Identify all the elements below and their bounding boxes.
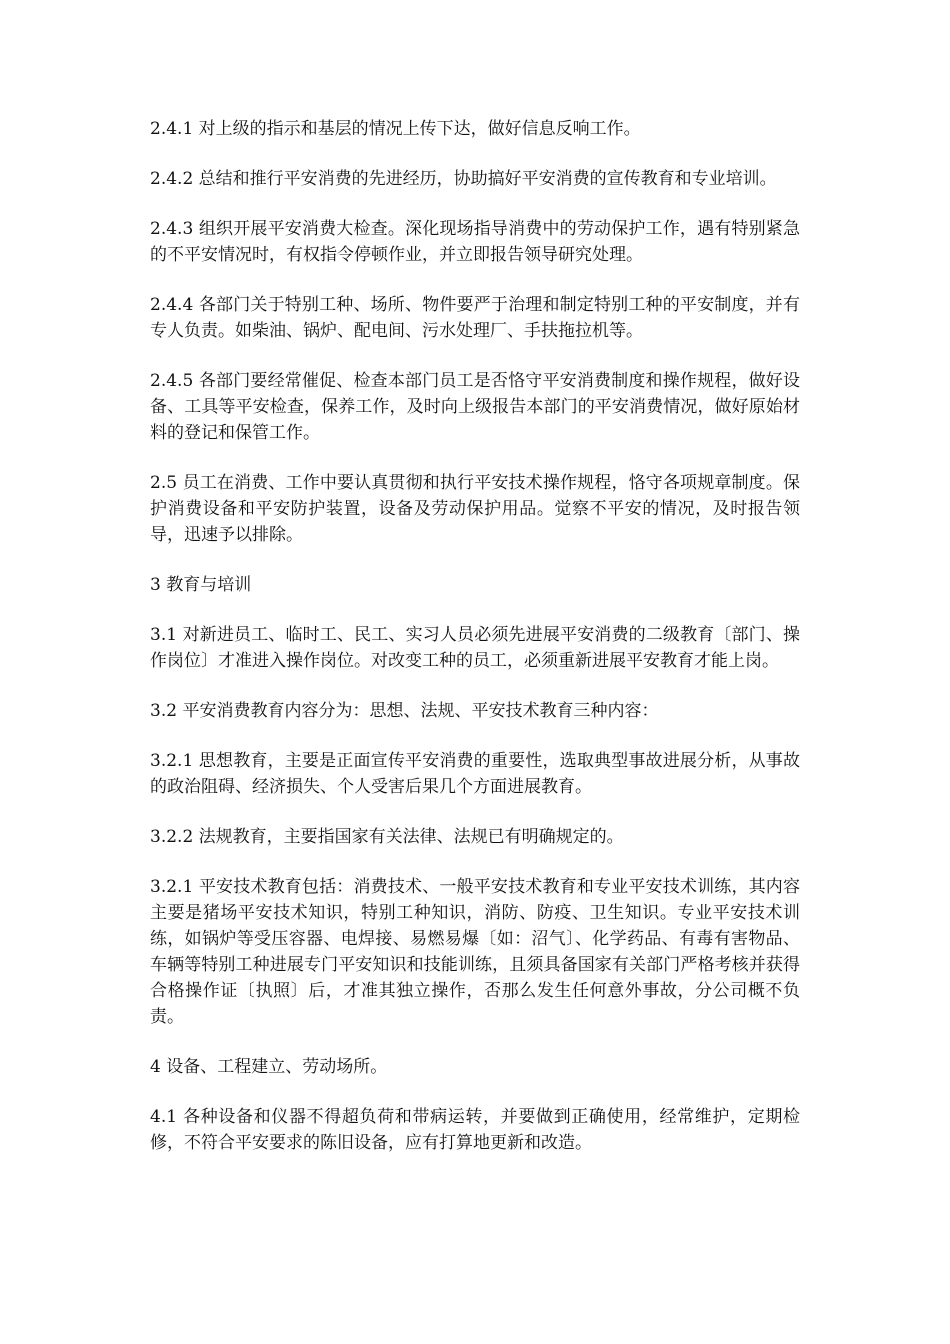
paragraph-2-4-1: 2.4.1 对上级的指示和基层的情况上传下达，做好信息反响工作。 [150,119,641,139]
paragraph-3-1: 3.1 对新进员工、临时工、民工、实习人员必须先进展平安消费的二级教育〔部门、操作岗位〕才准进入操作岗位。对改变工种的员工，必须重新进展平安教育才能上岗。 [150,625,800,671]
document-body [150,116,800,1180]
paragraph-3-2-2: 3.2.2 法规教育，主要指国家有关法律、法规已有明确规定的。 [150,827,624,847]
section-heading-3: 3 教育与培训 [150,575,252,595]
section-heading-4: 4 设备、工程建立、劳动场所。 [150,1057,388,1077]
paragraph-3-2-1-technical: 3.2.1 平安技术教育包括：消费技术、一般平安技术教育和专业平安技术训练，其内容主要是猪场平安技术知识，特别工种知识，消防、防疫、卫生知识。专业平安技术训练，如锅炉等受压容器、电焊接、易燃易爆〔如：沼气〕、化学药品、有毒有害物品、车辆等特别工种进展专门平安知识和技能训练，且须具备国家有关部门严格考核并获得合格操作证〔执照〕后，才准其独立操作，否那么发生任何意外事故，分公司概不负责。 [150,877,800,1027]
paragraph-3-2-1-ideology: 3.2.1 思想教育，主要是正面宣传平安消费的重要性，选取典型事故进展分析，从事故的政治阻碍、经济损失、个人受害后果几个方面进展教育。 [150,751,800,797]
paragraph-2-4-5: 2.4.5 各部门要经常催促、检查本部门员工是否恪守平安消费制度和操作规程，做好设备、工具等平安检查，保养工作，及时向上级报告本部门的平安消费情况，做好原始材料的登记和保管工作。 [150,371,800,443]
paragraph-2-4-3: 2.4.3 组织开展平安消费大检查。深化现场指导消费中的劳动保护工作，遇有特别紧急的不平安情况时，有权指令停顿作业，并立即报告领导研究处理。 [150,219,800,265]
paragraph-4-1: 4.1 各种设备和仪器不得超负荷和带病运转，并要做到正确使用，经常维护，定期检修，不符合平安要求的陈旧设备，应有打算地更新和改造。 [150,1107,800,1153]
paragraph-2-5: 2.5 员工在消费、工作中要认真贯彻和执行平安技术操作规程，恪守各项规章制度。保护消费设备和平安防护装置，设备及劳动保护用品。觉察不平安的情况，及时报告领导，迅速予以排除。 [150,473,800,545]
paragraph-2-4-2: 2.4.2 总结和推行平安消费的先进经历，协助搞好平安消费的宣传教育和专业培训。 [150,169,777,189]
paragraph-3-2: 3.2 平安消费教育内容分为：思想、法规、平安技术教育三种内容： [150,701,659,721]
paragraph-2-4-4: 2.4.4 各部门关于特别工种、场所、物件要严于治理和制定特别工种的平安制度，并有专人负责。如柴油、锅炉、配电间、污水处理厂、手扶拖拉机等。 [150,295,800,341]
